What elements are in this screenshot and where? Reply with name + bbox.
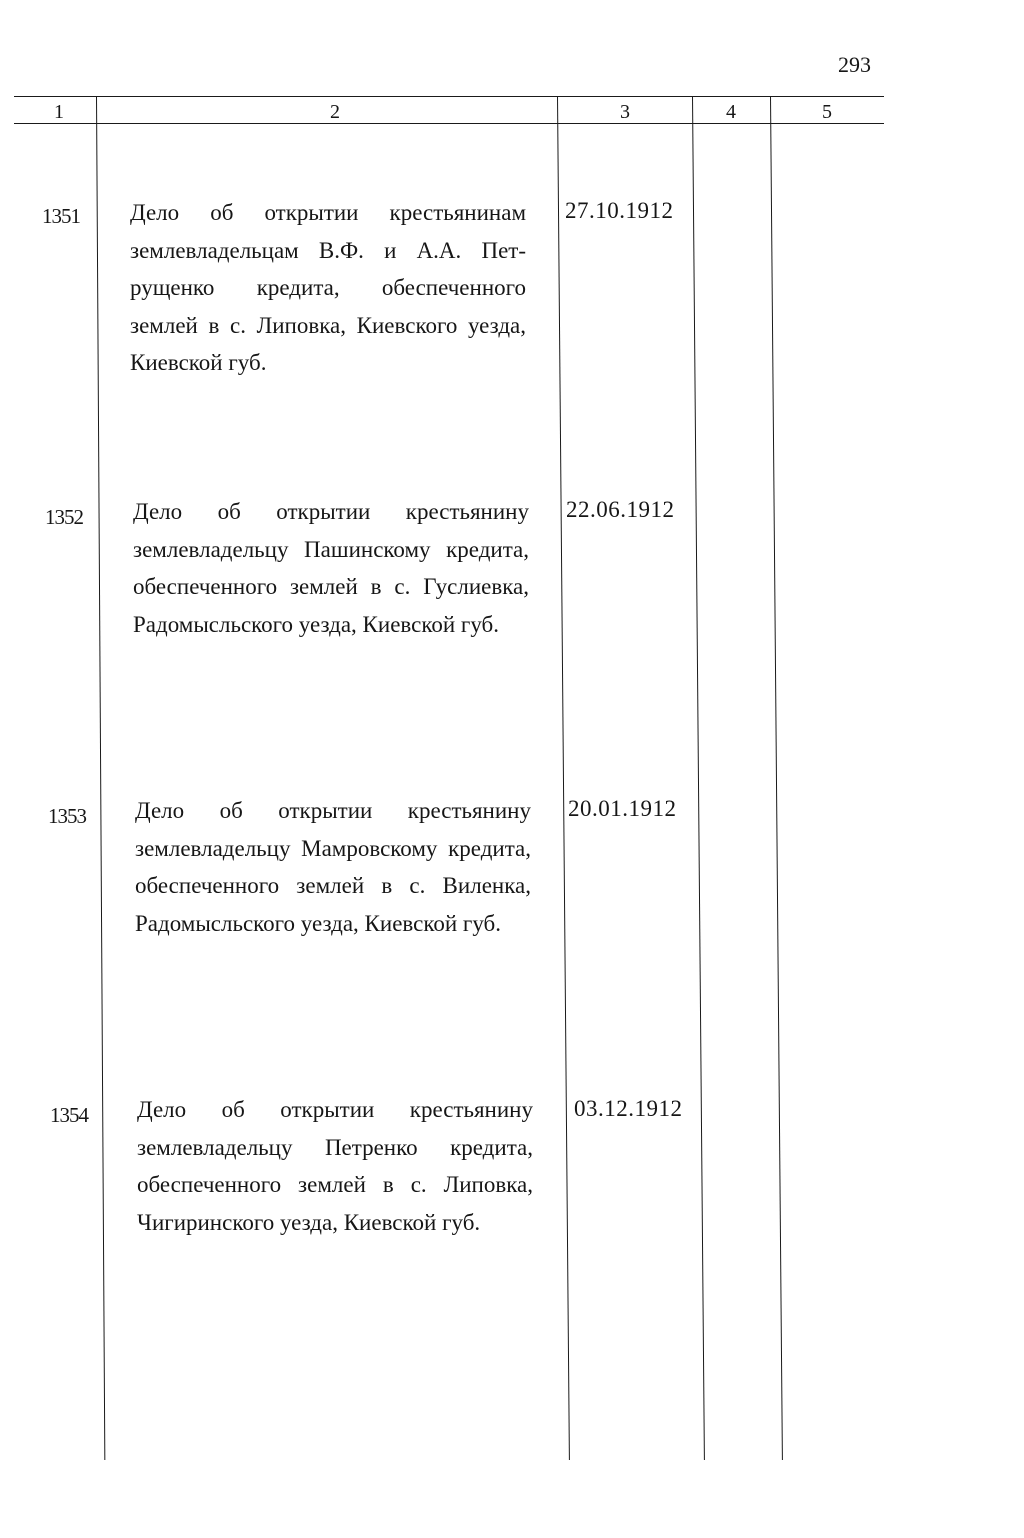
row-number: 1354 <box>50 1103 88 1127</box>
row-date: 22.06.1912 <box>566 497 675 522</box>
column-divider <box>692 96 705 1460</box>
page-number: 293 <box>838 52 871 77</box>
row-date: 20.01.1912 <box>568 796 677 821</box>
row-number: 1352 <box>45 505 83 529</box>
row-date: 27.10.1912 <box>565 198 674 223</box>
header-bottom-rule <box>14 123 884 124</box>
column-header: 1 <box>54 101 64 123</box>
column-header: 3 <box>620 101 630 123</box>
column-divider <box>96 96 105 1460</box>
column-divider <box>557 96 570 1460</box>
column-header: 2 <box>330 101 340 123</box>
row-number: 1351 <box>42 204 80 228</box>
row-number: 1353 <box>48 804 86 828</box>
row-description: Дело об открытии крестьянину землевладельцу Мамровскому кредита, обеспеченного землей в с. Виленка, Радомысльского уезда, Киевской губ. <box>135 798 531 936</box>
row-description: Дело об открытии крестьянину землевладельцу Пашинскому кредита, обеспеченного землей в с. Гуслиевка, Радомысльского уезда, Киевской губ. <box>133 499 529 637</box>
column-divider <box>770 96 783 1460</box>
row-date: 03.12.1912 <box>574 1096 683 1121</box>
row-description: Дело об открытии крестьянину землевладельцу Петренко кредита, обеспеченного землей в с. Липовка, Чигиринского уезда, Киевской губ. <box>137 1097 533 1235</box>
table-top-rule <box>14 96 884 97</box>
column-header: 4 <box>726 101 736 123</box>
column-header: 5 <box>822 101 832 123</box>
row-description: Дело об открытии крестьянинам землевладельцам В.Ф. и А.А. Пет-рущенко кредита, обеспеченного землей в с. Липовка, Киевского уезда, Киевской губ. <box>130 200 526 375</box>
